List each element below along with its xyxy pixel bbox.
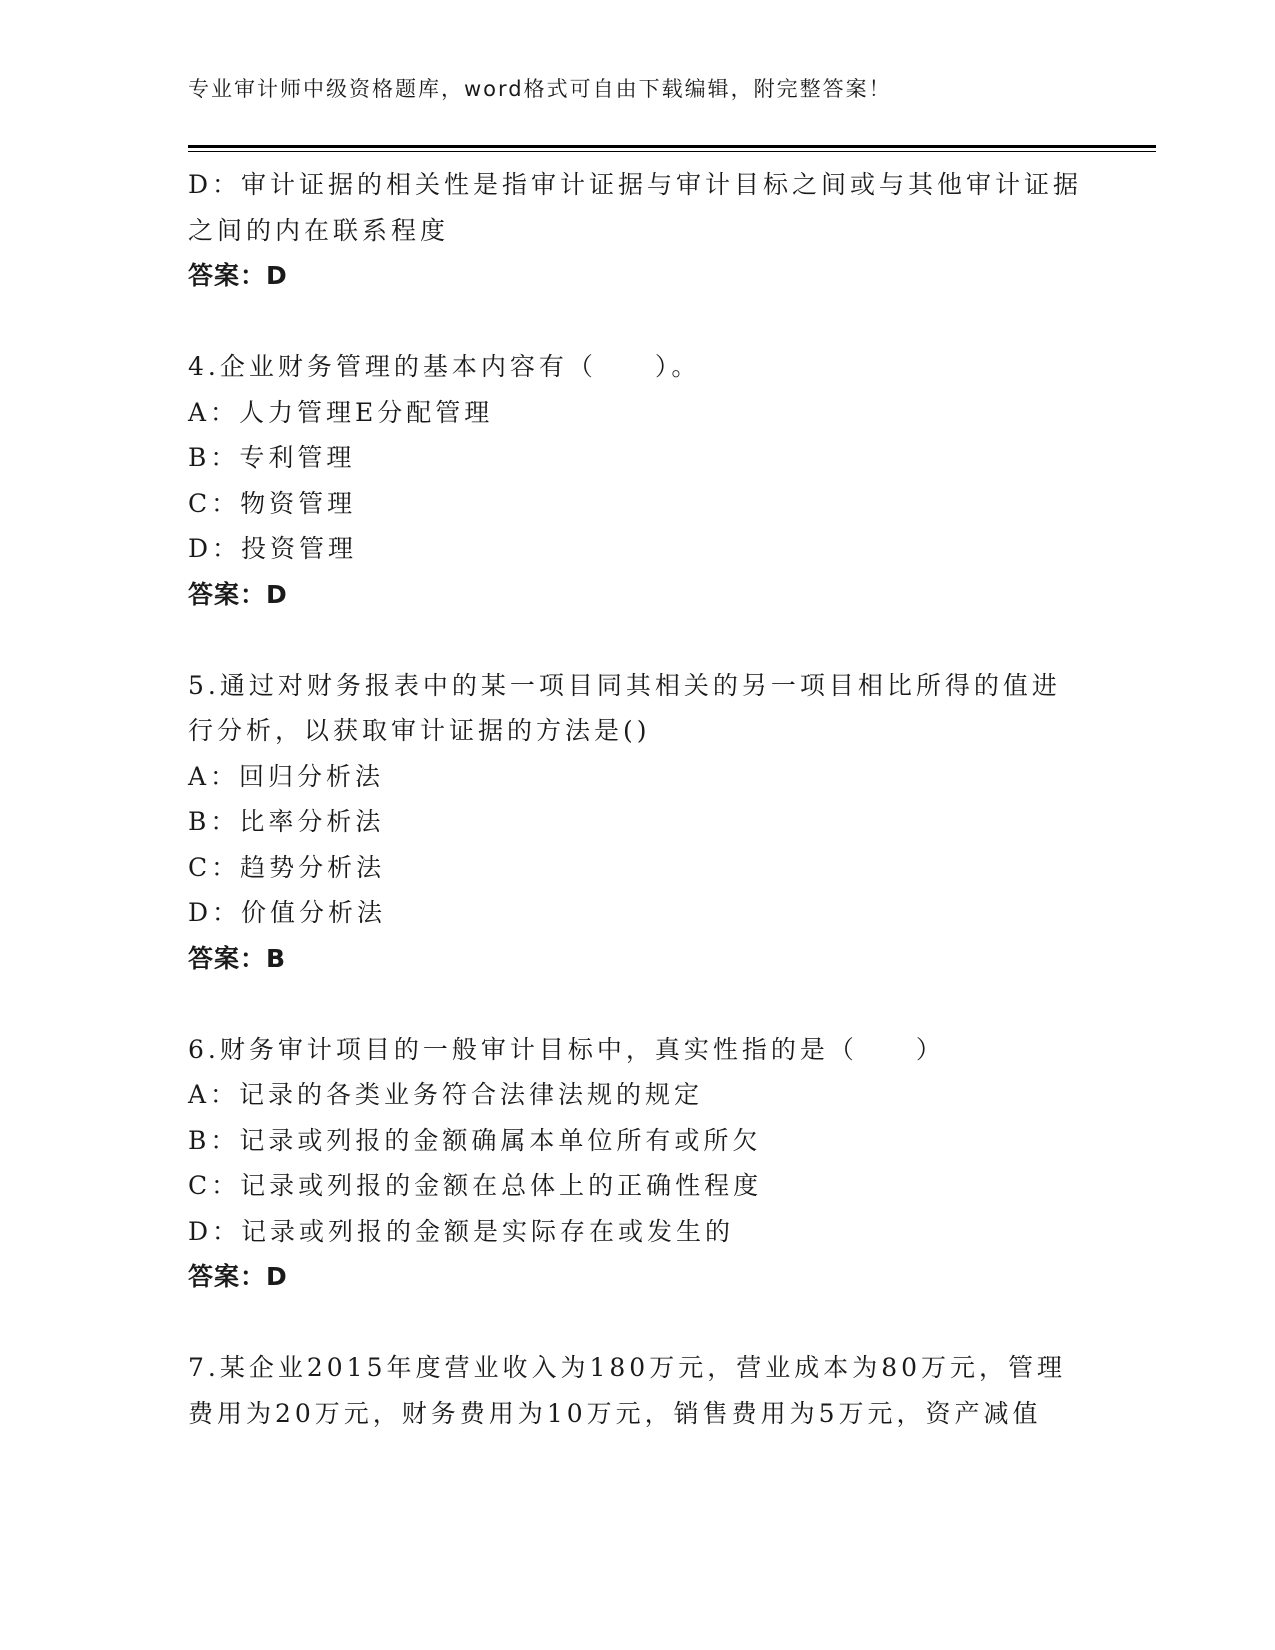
option-d: D：价值分析法: [188, 898, 387, 927]
option-c: C：记录或列报的金额在总体上的正确性程度: [188, 1171, 763, 1200]
option-b: B：记录或列报的金额确属本单位所有或所欠: [188, 1125, 762, 1155]
page-header: 专业审计师中级资格题库，word格式可自由下载编辑，附完整答案！: [188, 77, 892, 101]
option-d: D：投资管理: [188, 534, 358, 563]
question-stem: 7.某企业2015年度营业收入为180万元，营业成本为80万元，管理: [188, 1353, 1067, 1382]
question-content: [188, 162, 1088, 1436]
question-block: [188, 162, 1088, 299]
option-d: D：记录或列报的金额是实际存在或发生的: [188, 1216, 735, 1246]
question-line: D：审计证据的相关性是指审计证据与审计目标之间或与其他审计证据: [188, 170, 1083, 199]
question-stem: 费用为20万元，财务费用为10万元，销售费用为5万元，资产减值: [188, 1398, 1042, 1428]
option-a: A：人力管理E分配管理: [188, 397, 494, 427]
answer-line: 答案：D: [188, 261, 288, 290]
question-stem: 5.通过对财务报表中的某一项目同其相关的另一项目相比所得的值进: [188, 670, 1061, 700]
option-c: C：物资管理: [188, 488, 357, 518]
answer-line: 答案：D: [188, 1262, 288, 1291]
option-c: C：趋势分析法: [188, 852, 386, 882]
question-stem: 4.企业财务管理的基本内容有（ ）。: [188, 352, 701, 381]
question-block: [188, 1027, 1088, 1300]
option-a: A：记录的各类业务符合法律法规的规定: [188, 1080, 704, 1109]
answer-line: 答案：B: [188, 943, 287, 973]
question-stem: 行分析，以获取审计证据的方法是(): [188, 716, 651, 745]
answer-line: 答案：D: [188, 579, 288, 609]
option-b: B：专利管理: [188, 443, 356, 472]
question-stem: 6.财务审计项目的一般审计目标中，真实性指的是（ ）: [188, 1034, 945, 1064]
question-line: 之间的内在联系程度: [188, 215, 450, 245]
header-rule-thick: [188, 145, 1156, 148]
option-a: A：回归分析法: [188, 761, 385, 791]
header-rule-thin: [188, 151, 1156, 152]
option-b: B：比率分析法: [188, 807, 385, 836]
question-block: [188, 1345, 1088, 1436]
question-block: [188, 344, 1088, 617]
question-block: [188, 663, 1088, 982]
